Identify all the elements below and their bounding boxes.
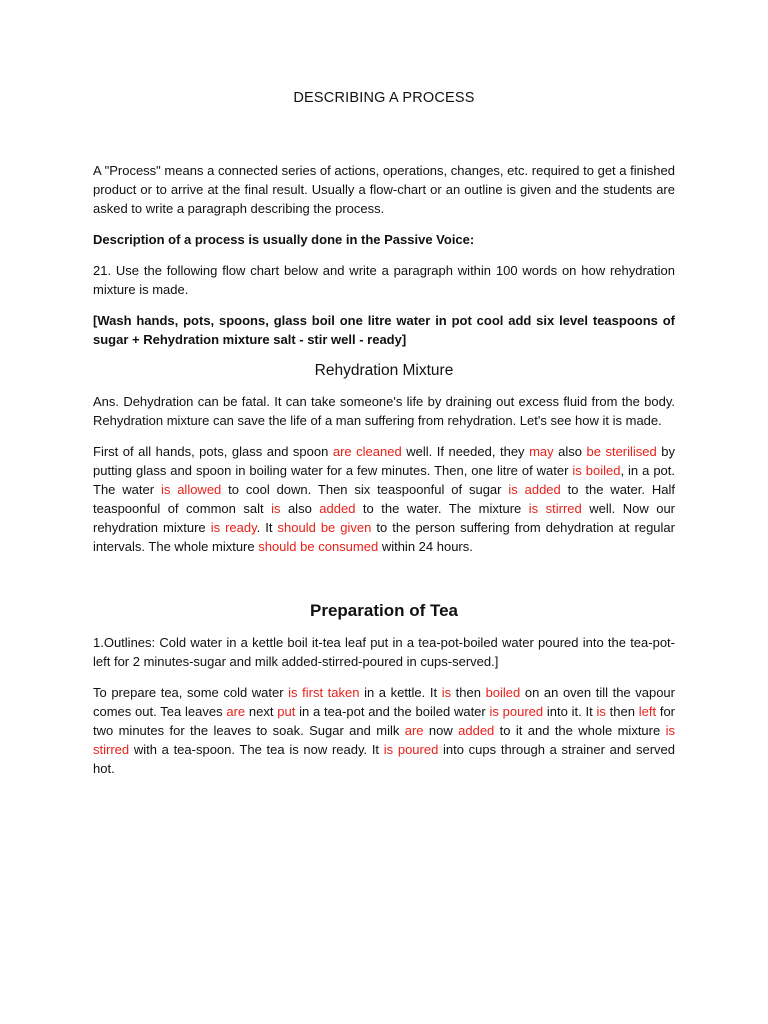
passive-voice-note: Description of a process is usually done in the Passive Voice: xyxy=(93,232,475,247)
passive-verb-highlight: is allowed xyxy=(160,482,222,497)
passive-verb-highlight: are cleaned xyxy=(332,444,402,459)
passive-verb-highlight: are xyxy=(226,704,246,719)
section-title-rehydration: Rehydration Mixture xyxy=(314,362,454,379)
intro-paragraph: A "Process" means a connected series of actions, operations, changes, etc. required to get a finished product or to arrive at the final result. Usually a flow-chart or an outline is given and the students are asked to write a paragraph describing the process. xyxy=(93,163,675,216)
text-segment: to the water. The mixture xyxy=(355,501,529,516)
text-segment: now xyxy=(423,723,459,738)
text-segment: into it. It xyxy=(543,704,597,719)
text-segment: then xyxy=(605,704,639,719)
passive-verb-highlight: is xyxy=(271,501,281,516)
text-segment: First of all hands, pots, glass and spoon xyxy=(93,444,333,459)
text-segment: on an oven till the vapour comes out. Tea leaves xyxy=(93,685,675,719)
passive-verb-highlight: is ready xyxy=(210,520,257,535)
text-segment: by putting glass and spoon in boiling water for a few minutes. Then, one litre of water xyxy=(93,444,676,478)
text-segment: in a kettle. It xyxy=(359,685,442,700)
text-segment: well. Now our rehydration mixture xyxy=(93,501,676,535)
text-segment: in a tea-pot and the boiled water xyxy=(295,704,490,719)
tea-paragraph xyxy=(93,683,675,778)
rehydration-paragraph xyxy=(93,442,675,556)
passive-verb-highlight: be sterilised xyxy=(586,444,657,459)
passive-verb-highlight: put xyxy=(277,704,296,719)
passive-verb-highlight: is xyxy=(441,685,452,700)
passive-verb-highlight: is xyxy=(596,704,606,719)
passive-verb-highlight: should be consumed xyxy=(258,539,379,554)
text-segment: into cups through a strainer and served hot. xyxy=(93,742,676,776)
text-segment: also xyxy=(280,501,320,516)
text-segment: to cool down. Then six teaspoonful of sugar xyxy=(221,482,509,497)
question-21: 21. Use the following flow chart below and write a paragraph within 100 words on how rehydration mixture is made. xyxy=(93,263,675,297)
text-segment: also xyxy=(553,444,587,459)
text-segment: to it and the whole mixture xyxy=(494,723,666,738)
text-segment: To prepare tea, some cold water xyxy=(93,685,289,700)
answer-paragraph: Ans. Dehydration can be fatal. It can take someone's life by draining out excess fluid from the body. Rehydration mixture can save the life of a man suffering from rehydration. Let's see how it is made. xyxy=(93,394,675,428)
tea-outline: 1.Outlines: Cold water in a kettle boil it-tea leaf put in a tea-pot-boiled water poured into the tea-pot-left for 2 minutes-sugar and milk added-stirred-poured in cups-served.] xyxy=(93,635,675,669)
passive-verb-highlight: is stirred xyxy=(528,501,582,516)
passive-verb-highlight: boiled xyxy=(485,685,521,700)
passive-verb-highlight: may xyxy=(529,444,554,459)
text-segment: next xyxy=(245,704,278,719)
text-segment: for two minutes for the leaves to soak. Sugar and milk xyxy=(93,704,676,738)
page-title: DESCRIBING A PROCESS xyxy=(293,90,475,106)
passive-verb-highlight: is added xyxy=(508,482,561,497)
text-segment: to the person suffering from dehydration at regular intervals. The whole mixture xyxy=(93,520,675,554)
text-segment: with a tea-spoon. The tea is now ready. It xyxy=(129,742,384,757)
passive-verb-highlight: should be given xyxy=(277,520,372,535)
passive-verb-highlight: are xyxy=(404,723,424,738)
passive-verb-highlight: is poured xyxy=(489,704,544,719)
text-segment: , in a pot. The water xyxy=(93,463,675,497)
text-segment: well. If needed, they xyxy=(401,444,530,459)
passive-verb-highlight: added xyxy=(319,501,356,516)
passive-verb-highlight: is poured xyxy=(383,742,439,757)
text-segment: to the water. Half teaspoonful of common salt xyxy=(93,482,675,516)
passive-verb-highlight: is stirred xyxy=(93,723,675,757)
text-segment: within 24 hours. xyxy=(378,539,473,554)
text-segment: . It xyxy=(256,520,278,535)
passive-verb-highlight: is boiled xyxy=(572,463,621,478)
passive-verb-highlight: added xyxy=(458,723,495,738)
flowchart-outline: [Wash hands, pots, spoons, glass boil one litre water in pot cool add six level teaspoons of sugar + Rehydration mixture salt - stir well - ready] xyxy=(93,313,675,347)
passive-verb-highlight: left xyxy=(638,704,657,719)
section-title-tea: Preparation of Tea xyxy=(310,601,458,620)
document-page xyxy=(93,88,675,778)
text-segment: then xyxy=(451,685,486,700)
passive-verb-highlight: is first taken xyxy=(288,685,360,700)
